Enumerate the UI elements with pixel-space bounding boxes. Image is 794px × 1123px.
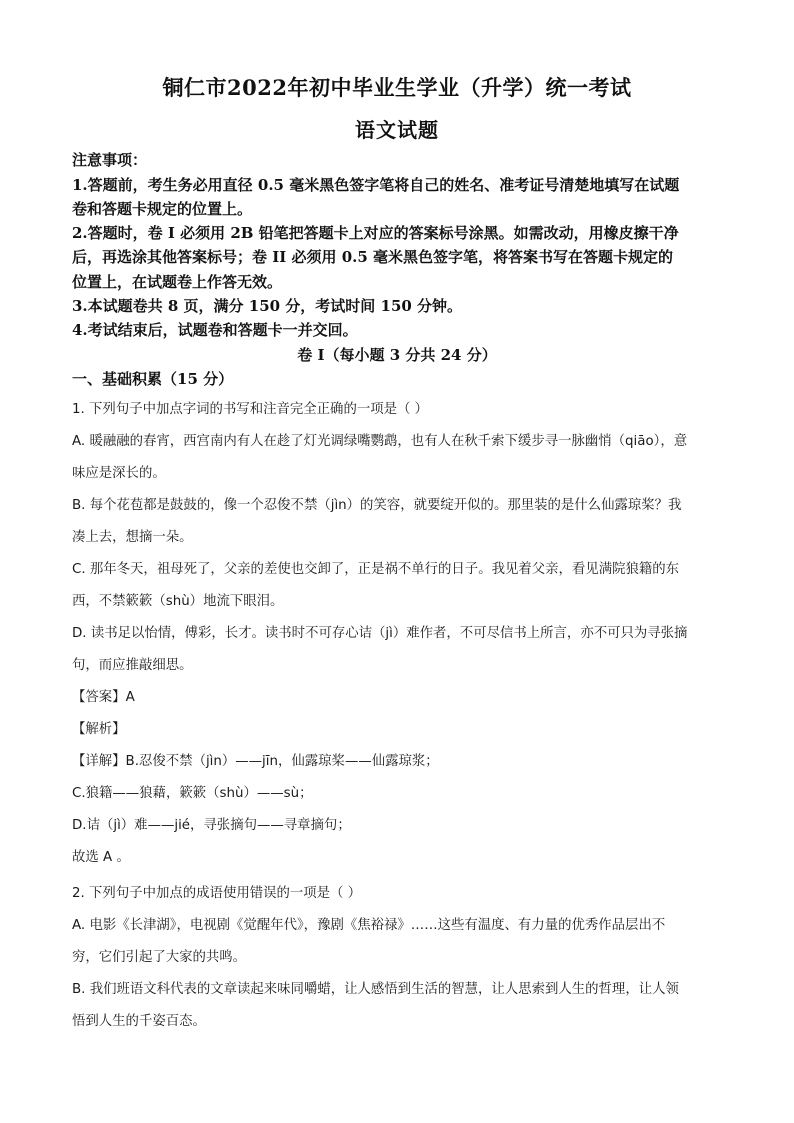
question-2-stem: 2. 下列句子中加点的成语使用错误的一项是（ ） xyxy=(72,886,362,901)
question-1-option-b-cont: 凑上去，想摘一朵。 xyxy=(72,530,193,545)
question-1-option-a-cont: 味应是深长的。 xyxy=(72,466,166,481)
notice-line: 1.答题前，考生务必用直径 0.5 毫米黑色签字笔将自己的姓名、准考证号清楚地填写在试题 xyxy=(72,176,680,194)
question-1-option-c-cont: 西，不禁簌簌（shù）地流下眼泪。 xyxy=(72,594,284,609)
question-2-option-a: A. 电影《长津湖》，电视剧《觉醒年代》，豫剧《焦裕禄》……这些有温度、有力量的优秀作品层出不 xyxy=(72,918,666,933)
notice-heading: 注意事项： xyxy=(72,151,148,169)
question-1-option-d: D. 读书足以怡情，傅彩，长才。读书时不可存心诘（jì）难作者，不可尽信书上所言，亦不可只为寻张摘 xyxy=(72,626,688,641)
notice-line: 2.答题时，卷 I 必须用 2B 铅笔把答题卡上对应的答案标号涂黑。如需改动，用橡皮擦干净 xyxy=(72,224,679,242)
notice-line: 4.考试结束后，试题卷和答题卡一并交回。 xyxy=(72,321,358,339)
detail-line: 故选 A 。 xyxy=(72,850,130,865)
question-1-stem: 1. 下列句子中加点字词的书写和注音完全正确的一项是（ ） xyxy=(72,402,429,417)
detail-line: 【详解】B.忍俊不禁（jìn）——jīn，仙露琼桨——仙露琼浆； xyxy=(72,754,439,769)
notice-line: 位置上，在试题卷上作答无效。 xyxy=(72,273,283,291)
question-1-option-d-cont: 句，而应推敲细思。 xyxy=(72,658,193,673)
detail-line: C.狼籍——狼藉，簌簌（shù）——sù； xyxy=(72,786,313,801)
question-2-option-b: B. 我们班语文科代表的文章读起来味同嚼蜡，让人感悟到生活的智慧，让人思索到人生的哲理，让人领 xyxy=(72,982,679,997)
notice-line: 卷和答题卡规定的位置上。 xyxy=(72,200,253,218)
exam-title: 铜仁市2022年初中毕业生学业（升学）统一考试 xyxy=(162,75,632,100)
analysis-label: 【解析】 xyxy=(72,722,126,737)
question-2-option-a-cont: 穷，它们引起了大家的共鸣。 xyxy=(72,950,247,965)
exam-subtitle: 语文试题 xyxy=(355,118,439,142)
section1-header: 一、基础积累（15 分） xyxy=(72,370,234,388)
question-1-option-b: B. 每个花苞都是鼓鼓的，像一个忍俊不禁（jìn）的笑容，就要绽开似的。那里装的是什么仙露琼桨？我 xyxy=(72,498,682,513)
answer-label: 【答案】 xyxy=(72,690,126,705)
notice-line: 3.本试题卷共 8 页，满分 150 分，考试时间 150 分钟。 xyxy=(72,297,463,315)
question-1-option-c: C. 那年冬天，祖母死了，父亲的差使也交卸了，正是祸不单行的日子。我见着父亲，看见满院狼籍的东 xyxy=(72,562,680,577)
question-1-option-a: A. 暖融融的春宵，西宫南内有人在趁了灯光调绿嘴鹦鹉，也有人在秋千索下缓步寻一脉幽悄（qiāo），意 xyxy=(72,434,688,449)
part1-header: 卷 I（每小题 3 分共 24 分） xyxy=(297,346,497,364)
answer-line xyxy=(72,686,135,705)
answer-value: A xyxy=(125,690,135,705)
notice-line: 后，再选涂其他答案标号；卷 II 必须用 0.5 毫米黑色签字笔，将答案书写在答题卡规定的 xyxy=(72,248,674,266)
question-2-option-b-cont: 悟到人生的千姿百态。 xyxy=(72,1014,206,1029)
detail-line: D.诘（jì）难——jié，寻张摘句——寻章摘句； xyxy=(72,818,351,833)
